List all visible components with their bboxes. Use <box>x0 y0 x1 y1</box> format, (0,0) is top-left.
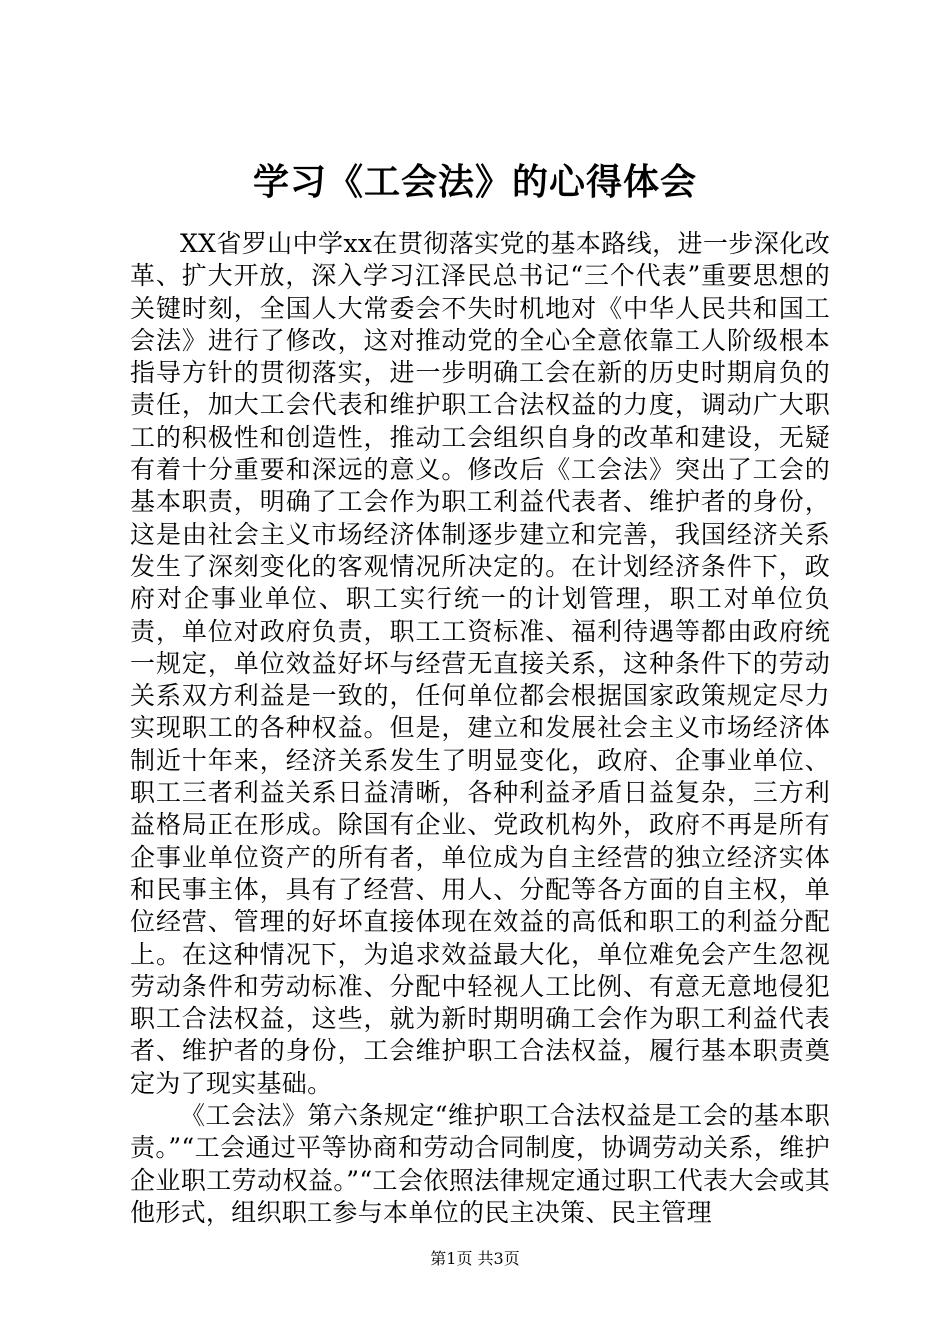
page-number-footer: 第1页 共3页 <box>430 1249 520 1268</box>
paragraph-2: 《工会法》第六条规定“维护职工合法权益是工会的基本职责。”“工会通过平等协商和劳动合同制度，协调劳动关系，维护企业职工劳动权益。”“工会依照法律规定通过职工代表大会或其他形式，组织职工参与本单位的民主决策、民主管理 <box>130 1101 830 1227</box>
document-title: 学习《工会法》的心得体会 <box>252 162 697 203</box>
paragraph-1: XX省罗山中学xx在贯彻落实党的基本路线，进一步深化改革、扩大开放，深入学习江泽民总书记“三个代表”重要思想的关键时刻，全国人大常委会不失时机地对《中华人民共和国工会法》进行了修改，这对推动党的全心全意依靠工人阶级根本指导方针的贯彻落实，进一步明确工会在新的历史时期肩负的责任，加大工会代表和维护职工合法权益的力度，调动广大职工的积极性和创造性，推动工会组织自身的改革和建设，无疑有着十分重要和深远的意义。修改后《工会法》突出了工会的基本职责，明确了工会作为职工利益代表者、维护者的身份，这是由社会主义市场经济体制逐步建立和完善，我国经济关系发生了深刻变化的客观情况所决定的。在计划经济条件下，政府对企事业单位、职工实行统一的计划管理，职工对单位负责，单位对政府负责，职工工资标准、福利待遇等都由政府统一规定，单位效益好坏与经营无直接关系，这种条件下的劳动关系双方利益是一致的，任何单位都会根据国家政策规定尽力实现职工的各种权益。但是，建立和发展社会主义市场经济体制近十年来，经济关系发生了明显变化，政府、企事业单位、职工三者利益关系日益清晰，各种利益矛盾日益复杂，三方利益格局正在形成。除国有企业、党政机构外，政府不再是所有企事业单位资产的所有者，单位成为自主经营的独立经济实体和民事主体，具有了经营、用人、分配等各方面的自主权，单位经营、管理的好坏直接体现在效益的高低和职工的利益分配上。在这种情况下，为追求效益最大化，单位难免会产生忽视劳动条件和劳动标准、分配中轻视人工比例、有意无意地侵犯职工合法权益，这些，就为新时期明确工会作为职工利益代表者、维护者的身份，工会维护职工合法权益，履行基本职责奠定为了现实基础。 <box>130 229 830 1098</box>
document-body <box>130 228 830 1229</box>
